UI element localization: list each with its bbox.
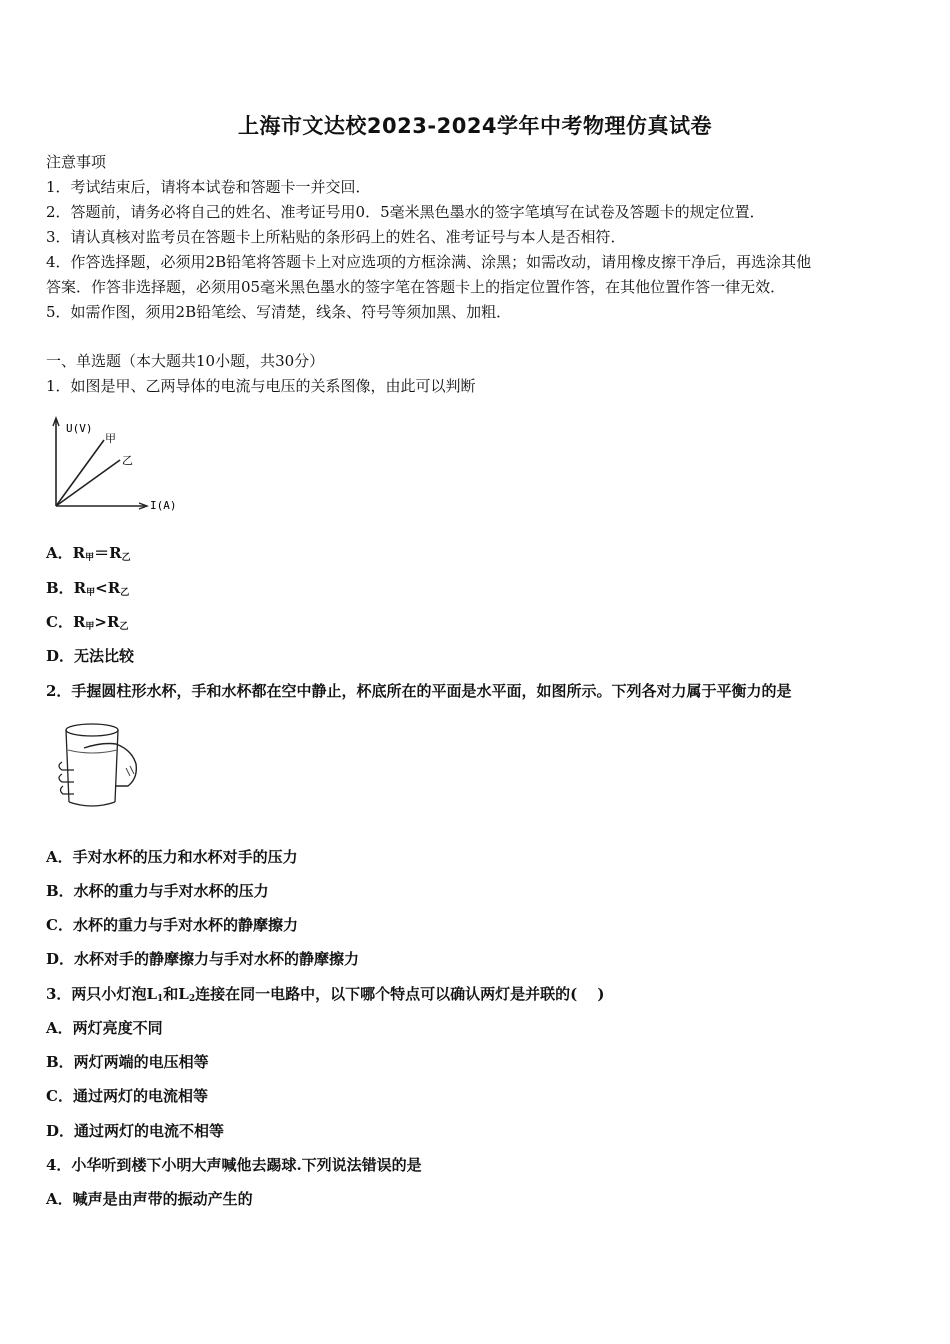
notice-item: 5．如需作图，须用2B铅笔绘、写清楚，线条、符号等须加黑、加粗．: [46, 303, 512, 321]
cup-rim: [66, 724, 118, 736]
line-yi: [56, 460, 120, 506]
line-yi-label: 乙: [122, 454, 133, 467]
finger-2: [59, 774, 74, 782]
section-heading: 一、单选题（本大题共10小题，共30分）: [46, 352, 325, 370]
notice-item: 4．作答选择题，必须用2B铅笔将答题卡上对应选项的方框涂满、涂黑；如需改动，请用橡皮擦干净后，再选涂其他: [46, 253, 812, 271]
notice-item: 3．请认真核对监考员在答题卡上所粘贴的条形码上的姓名、准考证号与本人是否相符．: [46, 228, 626, 246]
subscript: 2: [188, 994, 196, 1004]
water-surface: [68, 750, 117, 753]
q3-option-c: C．通过两灯的电流相等: [46, 1087, 208, 1105]
notice-item: 1．考试结束后，请将本试卷和答题卡一并交回．: [46, 178, 371, 196]
cup-bottom: [69, 802, 115, 806]
option-text: ＝R: [94, 544, 122, 562]
option-text: B．R: [46, 579, 87, 597]
q4-option-a: A．喊声是由声带的振动产生的: [46, 1190, 253, 1208]
subscript: 乙: [121, 553, 131, 563]
q2-option-c: C．水杯的重力与手对水杯的静摩擦力: [46, 916, 298, 934]
line-jia-label: 甲: [105, 432, 116, 445]
subscript: 1: [157, 994, 164, 1004]
stem-text: 3．两只小灯泡L: [46, 985, 157, 1003]
q1-option-b: [46, 576, 906, 606]
hand-shading: [126, 768, 130, 776]
question-2-stem: 2．手握圆柱形水杯，手和水杯都在空中静止，杯底所在的平面是水平面，如图所示。下列各对力属于平衡力的是: [46, 682, 792, 700]
question-3-stem: [46, 982, 906, 1012]
question-4-stem: 4．小华听到楼下小明大声喊他去踢球.下列说法错误的是: [46, 1156, 422, 1174]
hand-shading: [130, 766, 134, 774]
hand-holding-cup-figure: [50, 720, 150, 812]
option-text: A．R: [46, 544, 86, 562]
q3-option-a: A．两灯亮度不同: [46, 1019, 163, 1037]
option-text: <R: [95, 579, 121, 597]
page-title: 上海市文达校2023-2024学年中考物理仿真试卷: [237, 114, 713, 138]
cup-wall-right: [115, 730, 118, 802]
q1-option-a: [46, 541, 906, 571]
stem-text: 和L: [163, 985, 189, 1003]
option-text: >R: [94, 613, 120, 631]
finger-3: [61, 786, 75, 794]
subscript: 甲: [85, 622, 95, 632]
q3-option-b: B．两灯两端的电压相等: [46, 1053, 209, 1071]
question-1-stem: 1．如图是甲、乙两导体的电流与电压的关系图像，由此可以判断: [46, 377, 476, 395]
finger-1: [59, 762, 74, 770]
q2-option-d: D．水杯对手的静摩擦力与手对水杯的静摩擦力: [46, 950, 360, 968]
q1-option-c: [46, 610, 906, 640]
notice-heading: 注意事项: [46, 153, 107, 171]
q2-option-a: A．手对水杯的压力和水杯对手的压力: [46, 848, 298, 866]
notice-item: 2．答题前，请务必将自己的姓名、准考证号用0．5毫米黑色墨水的签字笔填写在试卷及答题卡的规定位置．: [46, 203, 765, 221]
subscript: 甲: [85, 553, 95, 563]
x-axis-label: I(A): [150, 499, 177, 512]
option-text: C．R: [46, 613, 86, 631]
q1-option-d: D．无法比较: [46, 647, 135, 665]
stem-text: 连接在同一电路中，以下哪个特点可以确认两灯是并联的( ): [195, 985, 605, 1003]
hand-outline: [84, 744, 136, 787]
line-jia: [56, 440, 104, 506]
subscript: 乙: [120, 588, 130, 598]
subscript: 甲: [86, 588, 96, 598]
u-i-graph: [46, 414, 196, 514]
notice-item: 答案．作答非选择题，必须用05毫米黑色墨水的签字笔在答题卡上的指定位置作答，在其他位置作答一律无效．: [46, 278, 786, 296]
subscript: 乙: [119, 622, 129, 632]
y-axis-label: U(V): [66, 422, 93, 435]
cup-wall-left: [66, 730, 69, 802]
q2-option-b: B．水杯的重力与手对水杯的压力: [46, 882, 269, 900]
q3-option-d: D．通过两灯的电流不相等: [46, 1122, 225, 1140]
